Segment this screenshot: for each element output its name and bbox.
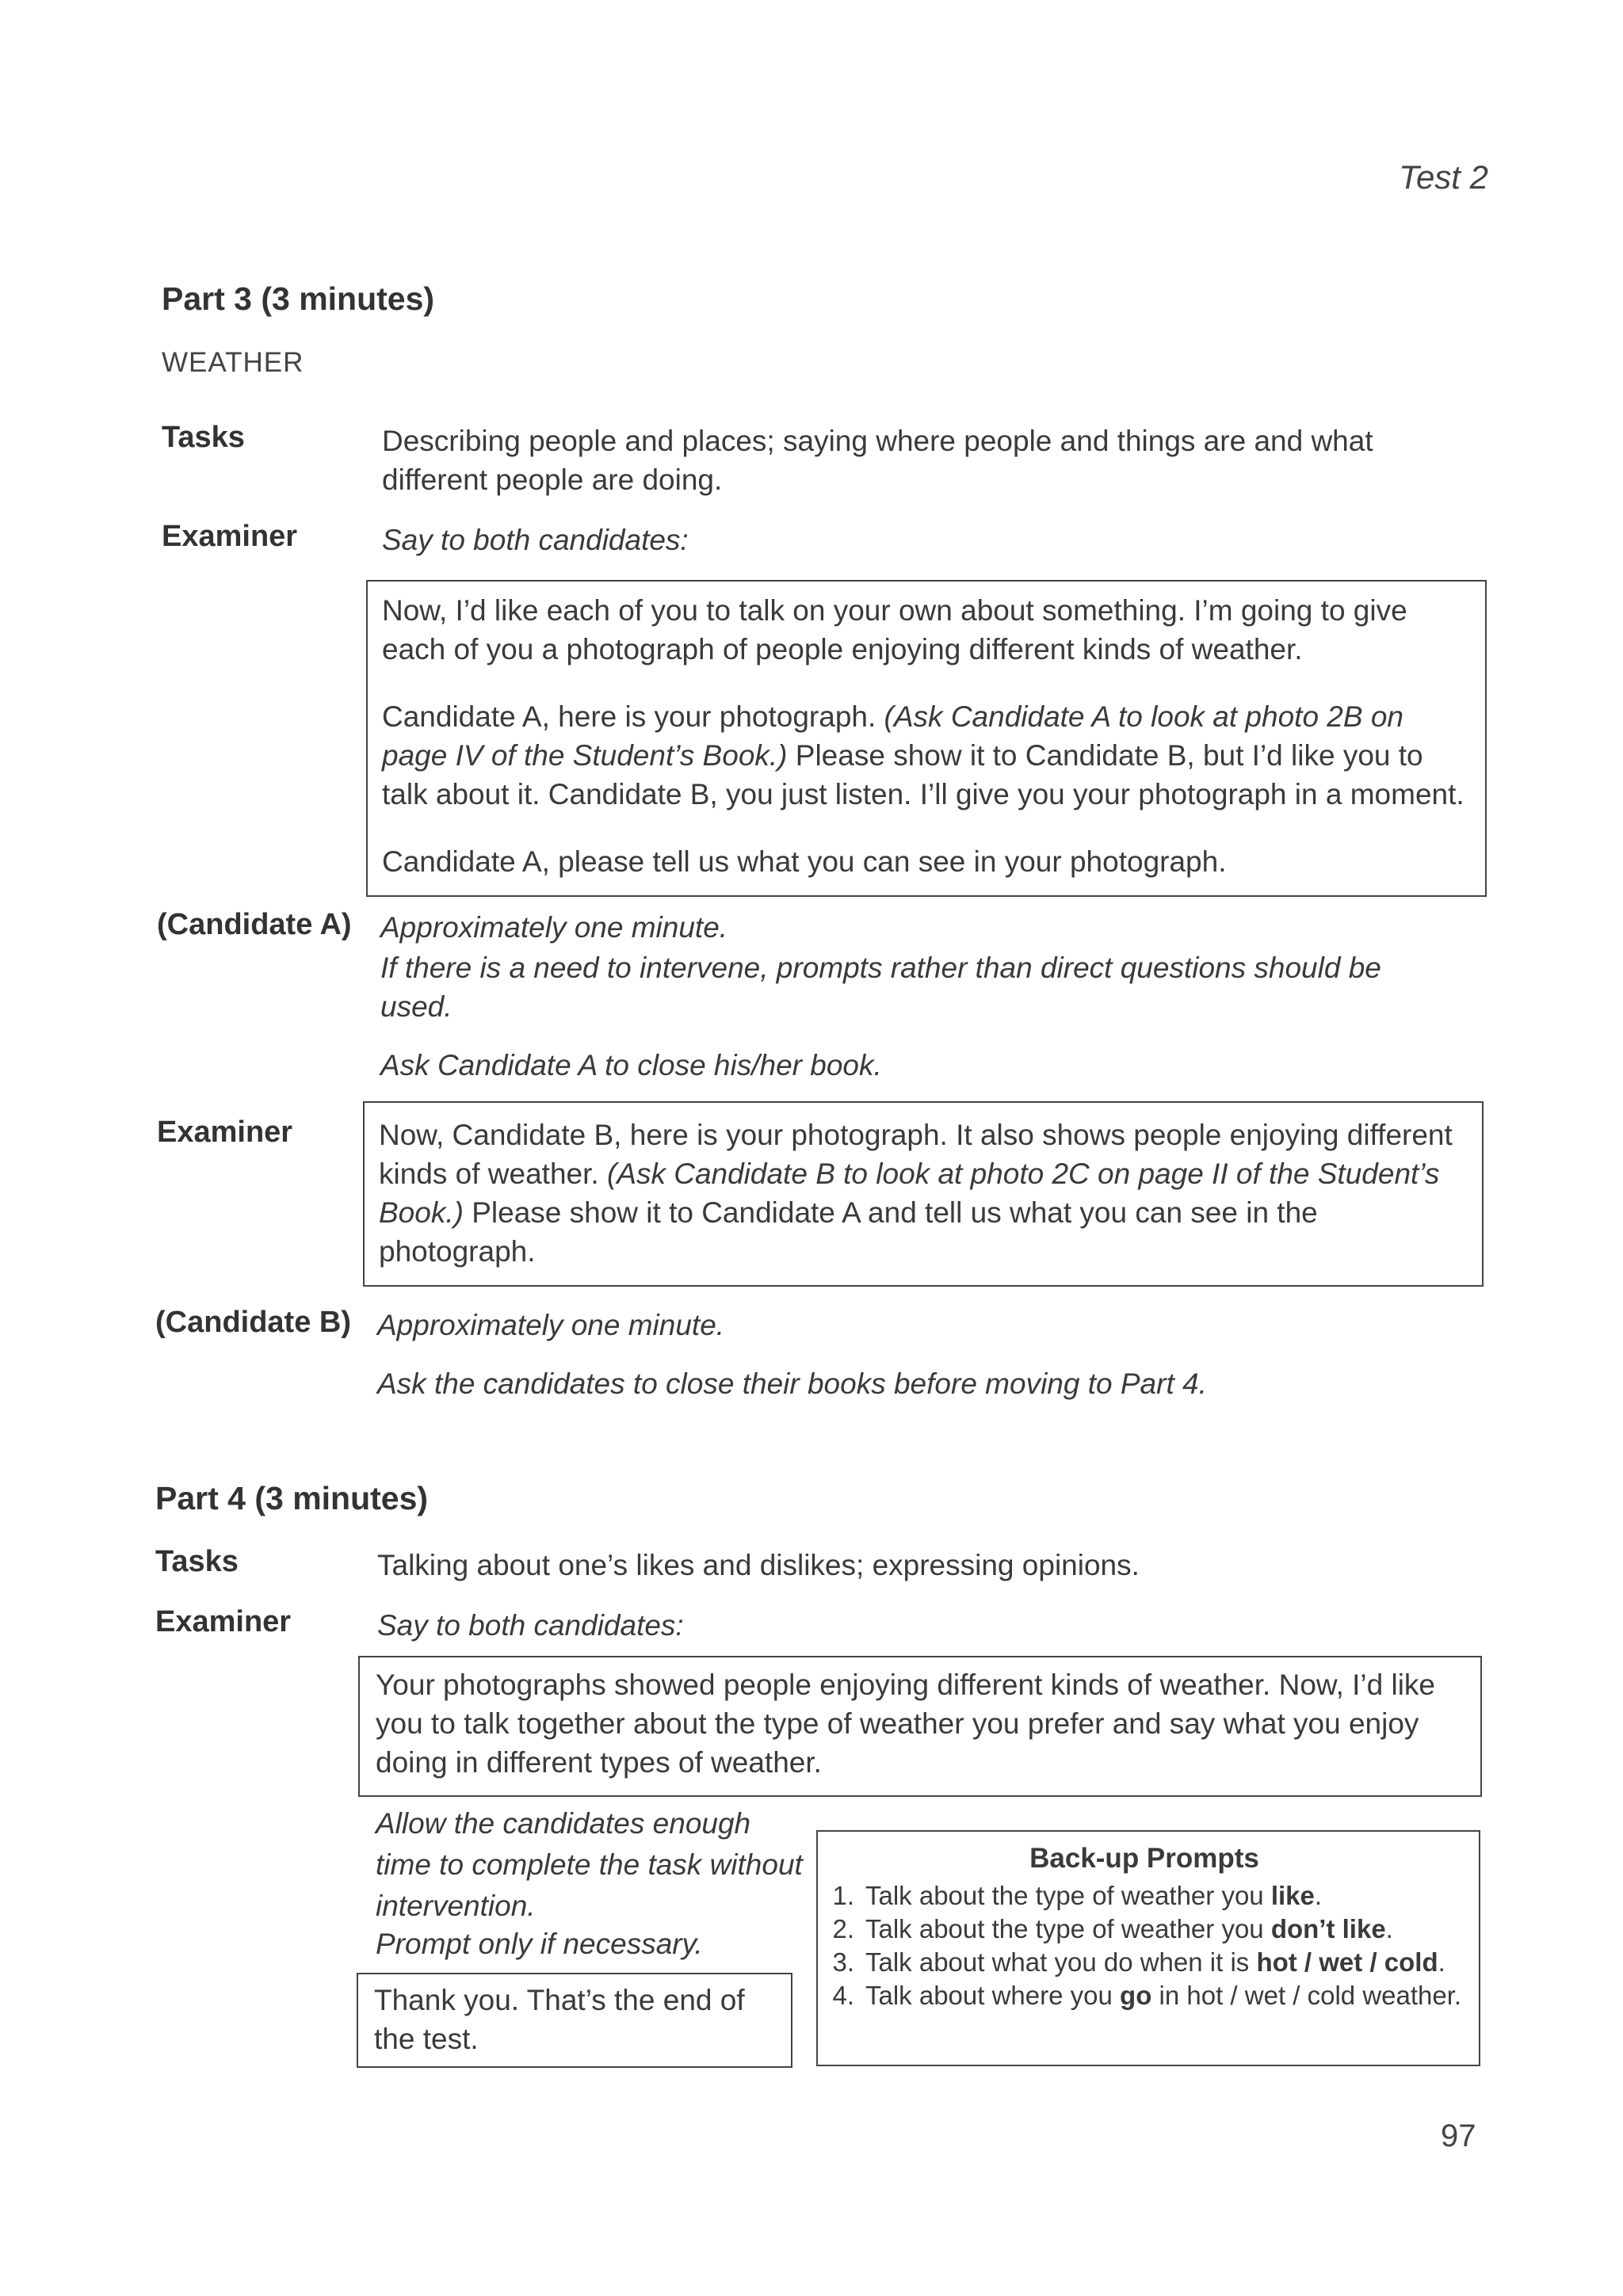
- backup-prompt-post: .: [1314, 1881, 1323, 1910]
- part4-tasks-label: Tasks: [155, 1545, 239, 1578]
- end-of-test-box: [357, 1973, 792, 2068]
- backup-prompt-number: 4.: [832, 1981, 854, 2010]
- part3-script-p2-b: (Ask Candidate A to look at photo 2B on page IV of the Student’s Book.): [382, 700, 1403, 772]
- part3-tasks-text: Describing people and places; saying where people and things are and what different people are doing.: [382, 425, 1373, 496]
- part3-script-p1: Now, I’d like each of you to talk on your own about something. I’m going to give each of you a photograph of people enjoying different kinds of weather.: [382, 594, 1407, 666]
- part4-script-box: [358, 1656, 1482, 1797]
- backup-prompt-post: .: [1385, 1914, 1393, 1943]
- backup-prompt-number: 2.: [832, 1914, 854, 1943]
- backup-prompt-post: in hot / wet / cold weather.: [1151, 1981, 1462, 2010]
- candidate-a-note: If there is a need to intervene, prompts rather than direct questions should be used.: [380, 952, 1381, 1023]
- candidate-b-close: Ask the candidates to close their books before moving to Part 4.: [377, 1367, 1207, 1400]
- backup-prompt-bold: don’t like: [1270, 1914, 1386, 1943]
- part4-tasks-text: Talking about one’s likes and dislikes; expressing opinions.: [377, 1549, 1140, 1581]
- part3-tasks-label: Tasks: [162, 421, 245, 454]
- part3-script-p2: [382, 697, 1472, 814]
- backup-prompt-bold: hot / wet / cold: [1256, 1947, 1438, 1977]
- candidate-b-script-a: Now, Candidate B, here is your photograph. It also shows people enjoying different kinds of weather.: [379, 1119, 1453, 1190]
- backup-prompt-number: 1.: [832, 1881, 854, 1910]
- test-label: Test 2: [1399, 158, 1488, 196]
- candidate-b-script-c: Please show it to Candidate A and tell us what you can see in the photograph.: [379, 1196, 1318, 1268]
- backup-prompt-text: [865, 1913, 1471, 1946]
- part4-examiner-instruction: Say to both candidates:: [377, 1609, 684, 1642]
- part3-script-p2-c: Please show it to Candidate B, but I’d like you to talk about it. Candidate B, you just listen. I’ll give you your photograph in a moment.: [382, 739, 1465, 810]
- part3-examiner-instruction: Say to both candidates:: [382, 524, 689, 556]
- part4-prompt-note: Prompt only if necessary.: [376, 1928, 703, 1960]
- end-of-test-text: Thank you. That’s the end of the test.: [374, 1984, 745, 2055]
- backup-prompt-item: [818, 1979, 1471, 2012]
- backup-prompt-number: 3.: [832, 1947, 854, 1977]
- backup-prompt-item: [818, 1913, 1471, 1946]
- backup-prompt-bold: like: [1270, 1881, 1315, 1910]
- backup-prompt-item: [818, 1946, 1471, 1979]
- part3-examiner2-label: Examiner: [157, 1116, 293, 1149]
- backup-prompt-pre: Talk about what you do when it is: [865, 1947, 1257, 1977]
- part4-script: Your photographs showed people enjoying different kinds of weather. Now, I’d like you to talk together about the type of weather you prefer and say what you enjoy doing in different types of weather.: [376, 1669, 1436, 1779]
- backup-prompts-list: [818, 1879, 1471, 2012]
- candidate-a-close: Ask Candidate A to close his/her book.: [380, 1049, 882, 1081]
- candidate-b-script-b: (Ask Candidate B to look at photo 2C on page II of the Student’s Book.): [379, 1158, 1440, 1229]
- candidate-b-label: (Candidate B): [155, 1306, 351, 1339]
- candidate-b-time: Approximately one minute.: [377, 1309, 725, 1341]
- part3-title: Part 3 (3 minutes): [162, 280, 435, 317]
- part4-title: Part 4 (3 minutes): [155, 1480, 429, 1516]
- backup-prompt-pre: Talk about the type of weather you: [865, 1914, 1271, 1943]
- part3-examiner-label: Examiner: [162, 520, 298, 553]
- candidate-a-time: Approximately one minute.: [380, 911, 728, 944]
- backup-prompt-bold: go: [1120, 1981, 1152, 2010]
- backup-prompts-title: Back-up Prompts: [1029, 1843, 1259, 1874]
- part3-script-p2-a: Candidate A, here is your photograph.: [382, 700, 884, 733]
- backup-prompt-post: .: [1438, 1947, 1445, 1977]
- backup-prompt-text: [865, 1879, 1471, 1913]
- part3-script-p3: Candidate A, please tell us what you can see in your photograph.: [382, 845, 1227, 878]
- part4-examiner-label: Examiner: [155, 1605, 292, 1638]
- part4-allow-note: Allow the candidates enough time to complete the task without intervention.: [376, 1807, 803, 1922]
- backup-prompt-text: [865, 1979, 1471, 2012]
- candidate-b-script-box: [363, 1101, 1484, 1287]
- backup-prompt-text: [865, 1946, 1471, 1979]
- backup-prompt-item: [818, 1879, 1471, 1913]
- candidate-a-label: (Candidate A): [157, 908, 352, 941]
- backup-prompts-box: [816, 1830, 1480, 2066]
- candidate-b-script: [379, 1116, 1469, 1271]
- backup-prompt-pre: Talk about where you: [865, 1981, 1121, 2010]
- part3-script-box: [366, 580, 1487, 897]
- part3-topic: WEATHER: [162, 347, 304, 378]
- backup-prompt-pre: Talk about the type of weather you: [865, 1881, 1271, 1910]
- page-number: 97: [1441, 2119, 1476, 2153]
